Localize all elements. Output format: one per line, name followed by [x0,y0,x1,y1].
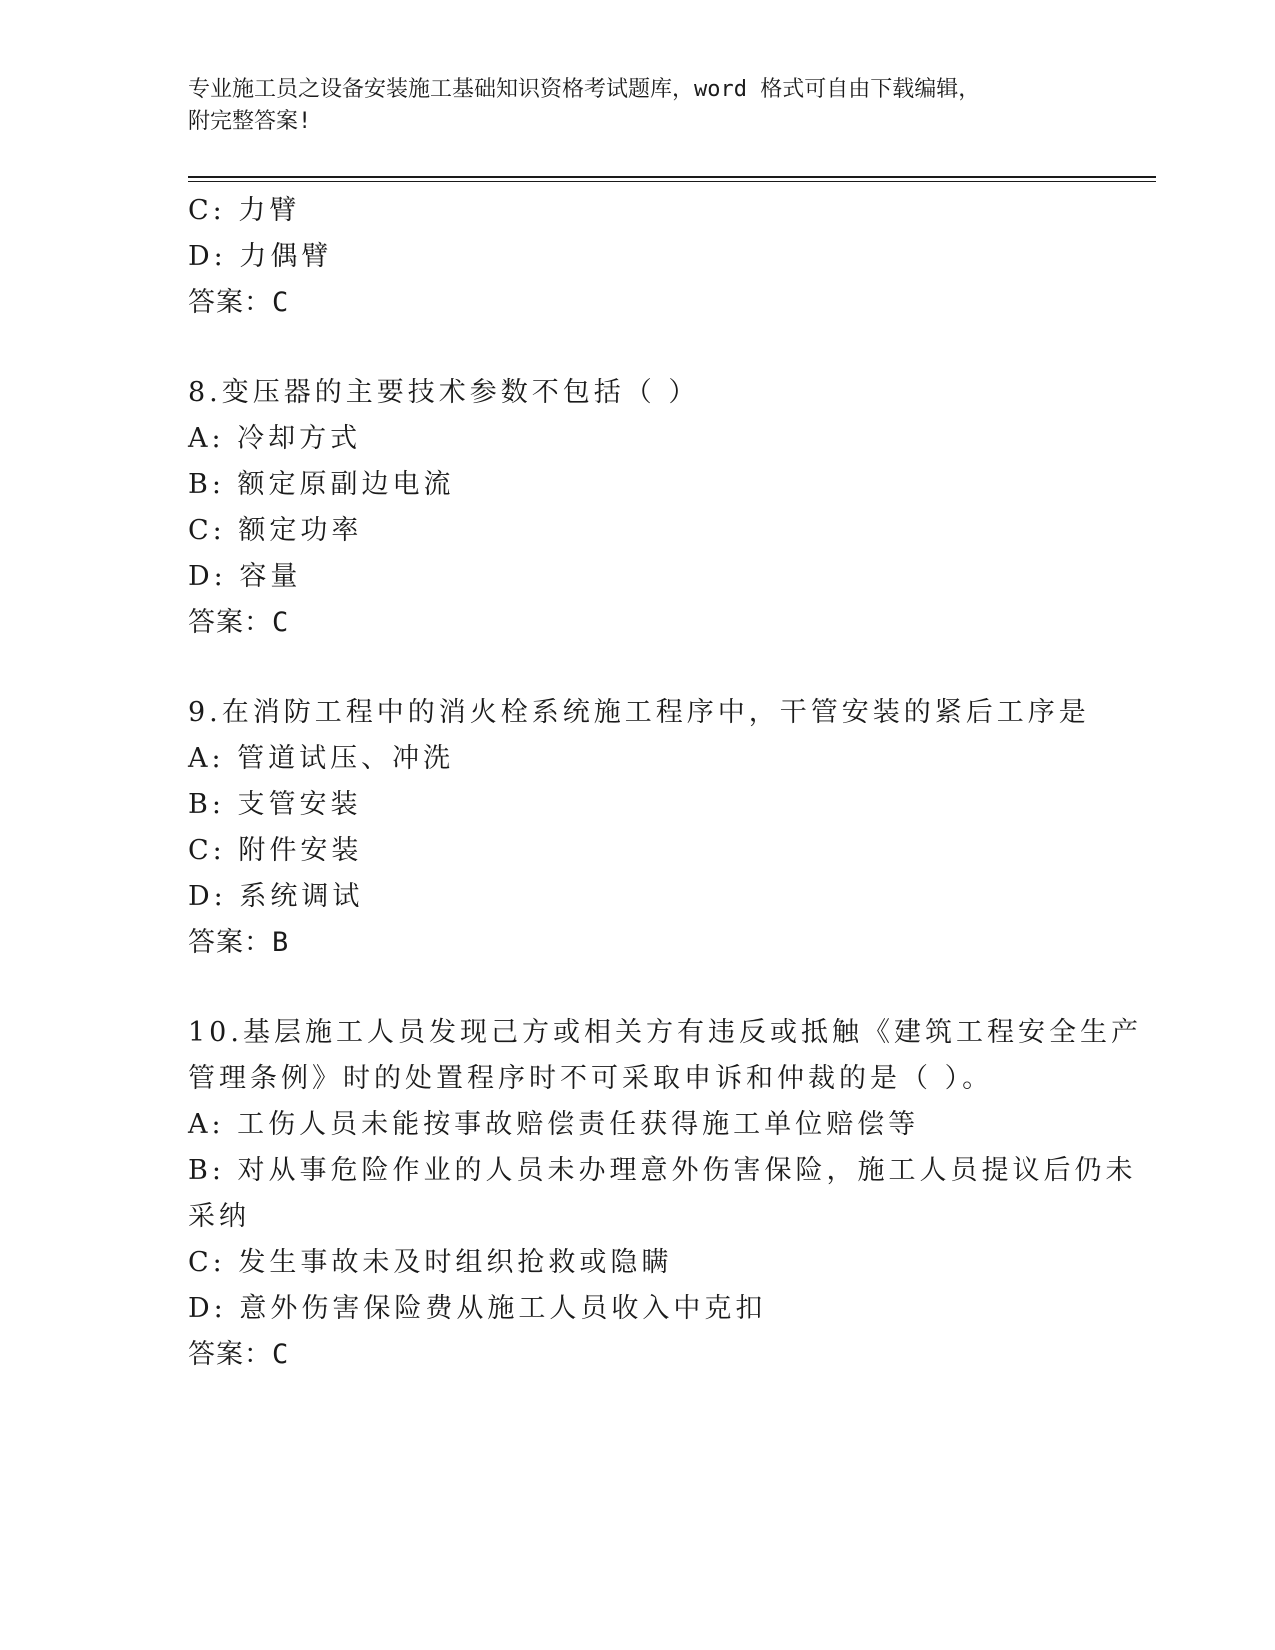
question-10 [188,1010,1142,1378]
question-text: 8.变压器的主要技术参数不包括（ ） [188,377,700,408]
option-c: C: 附件安装 [188,835,363,866]
question-text: 9.在消防工程中的消火栓系统施工程序中，干管安装的紧后工序是 [188,697,1090,728]
header-rule-thick [188,176,1156,178]
question-7 [188,188,1088,326]
option-c: C: 额定功率 [188,515,363,546]
question-text-line-1: 10.基层施工人员发现己方或相关方有违反或抵触《建筑工程安全生产 [188,1017,1142,1048]
answer: 答案：C [188,287,290,318]
question-text-line-2: 管理条例》时的处置程序时不可采取申诉和仲裁的是（ ）。 [188,1063,994,1094]
answer: 答案：B [188,927,290,958]
spacer [188,646,1088,690]
spacer [188,326,1088,370]
option-a: A: 管道试压、冲洗 [188,743,455,774]
spacer [188,966,1088,1010]
option-c: C: 力臂 [188,195,301,226]
question-9 [188,690,1088,966]
option-b: B: 支管安装 [188,789,362,820]
header-line-2: 附完整答案! [188,109,312,134]
option-b-line-1: B: 对从事危险作业的人员未办理意外伤害保险，施工人员提议后仍未 [188,1155,1137,1186]
answer: 答案：C [188,1339,290,1370]
question-8 [188,370,1088,646]
header-rule-thin [188,181,1156,182]
option-d: D: 力偶臂 [188,241,333,272]
option-a: A: 冷却方式 [188,423,362,454]
answer: 答案：C [188,607,290,638]
option-d: D: 容量 [188,561,302,592]
option-d: D: 意外伤害保险费从施工人员收入中克扣 [188,1293,767,1324]
option-c: C: 发生事故未及时组织抢救或隐瞒 [188,1247,673,1278]
option-b-line-2: 采纳 [188,1201,250,1232]
header-line-1: 专业施工员之设备安装施工基础知识资格考试题库，word 格式可自由下载编辑， [188,77,981,102]
question-content [188,188,1142,1378]
option-a: A: 工伤人员未能按事故赔偿责任获得施工单位赔偿等 [188,1109,920,1140]
option-d: D: 系统调试 [188,881,364,912]
option-b: B: 额定原副边电流 [188,469,455,500]
page-header [188,74,1068,138]
